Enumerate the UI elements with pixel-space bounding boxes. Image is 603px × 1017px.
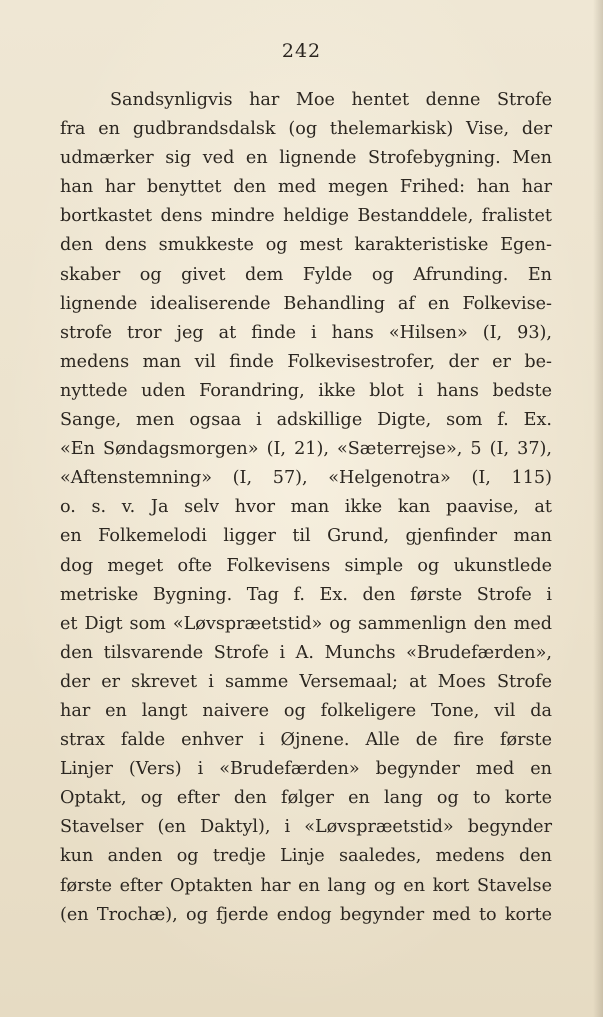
text-line: første efter Optakten har en lang og en kort Stavelse <box>60 875 552 896</box>
text-line: dog meget ofte Folkevisens simple og ukunstlede <box>60 555 552 576</box>
text-line: kun anden og tredje Linje saaledes, medens den <box>60 846 552 867</box>
page-edge-shadow <box>593 0 603 1017</box>
text-line: en Folkemelodi ligger til Grund, gjenfinder man <box>60 526 552 547</box>
text-line: fra en gudbrandsdalsk (og thelemarkisk) Vise, der <box>60 119 552 140</box>
text-line: den dens smukkeste og mest karakteristiske Egen- <box>60 235 552 256</box>
text-line: lignende idealiserende Behandling af en Folkevise- <box>60 293 552 314</box>
text-line: Stavelser (en Daktyl), i «Løvspræetstid» begynder <box>60 817 552 838</box>
text-line: «En Søndagsmorgen» (I, 21), «Sæterrejse», 5 (I, 37), <box>60 439 552 460</box>
text-line: han har benyttet den med megen Frihed: han har <box>60 177 552 198</box>
text-line: har en langt naivere og folkeligere Tone, vil da <box>60 700 552 721</box>
text-line: o. s. v. Ja selv hvor man ikke kan paavise, at <box>60 497 552 518</box>
text-line: Sange, men ogsaa i adskillige Digte, som f. Ex. <box>60 410 552 431</box>
text-line: strofe tror jeg at finde i hans «Hilsen» (I, 93), <box>60 322 552 343</box>
text-line: (en Trochæ), og fjerde endog begynder med to korte <box>60 904 552 925</box>
text-line: udmærker sig ved en lignende Strofebygning. Men <box>60 148 552 169</box>
text-line: et Digt som «Løvspræetstid» og sammenlign den med <box>60 613 552 634</box>
text-line: metriske Bygning. Tag f. Ex. den første Strofe i <box>60 584 552 605</box>
text-line: medens man vil finde Folkevisestrofer, der er be- <box>60 351 552 372</box>
text-line: bortkastet dens mindre heldige Bestanddele, fralistet <box>60 206 552 227</box>
text-line: strax falde enhver i Øjnene. Alle de fire første <box>60 730 552 751</box>
text-line: skaber og givet dem Fylde og Afrunding. En <box>60 264 552 285</box>
text-line: den tilsvarende Strofe i A. Munchs «Brudefærden», <box>60 642 552 663</box>
text-line: nyttede uden Forandring, ikke blot i hans bedste <box>60 380 552 401</box>
page-number: 242 <box>281 40 322 62</box>
body-text <box>60 86 552 930</box>
text-line: «Aftenstemning» (I, 57), «Helgenotra» (I, 115) <box>60 468 552 489</box>
text-line: der er skrevet i samme Versemaal; at Moes Strofe <box>60 671 552 692</box>
text-line: Sandsynligvis har Moe hentet denne Strofe <box>110 90 552 110</box>
text-line: Linjer (Vers) i «Brudefærden» begynder med en <box>60 759 552 780</box>
text-line: Optakt, og efter den følger en lang og to korte <box>60 788 552 809</box>
